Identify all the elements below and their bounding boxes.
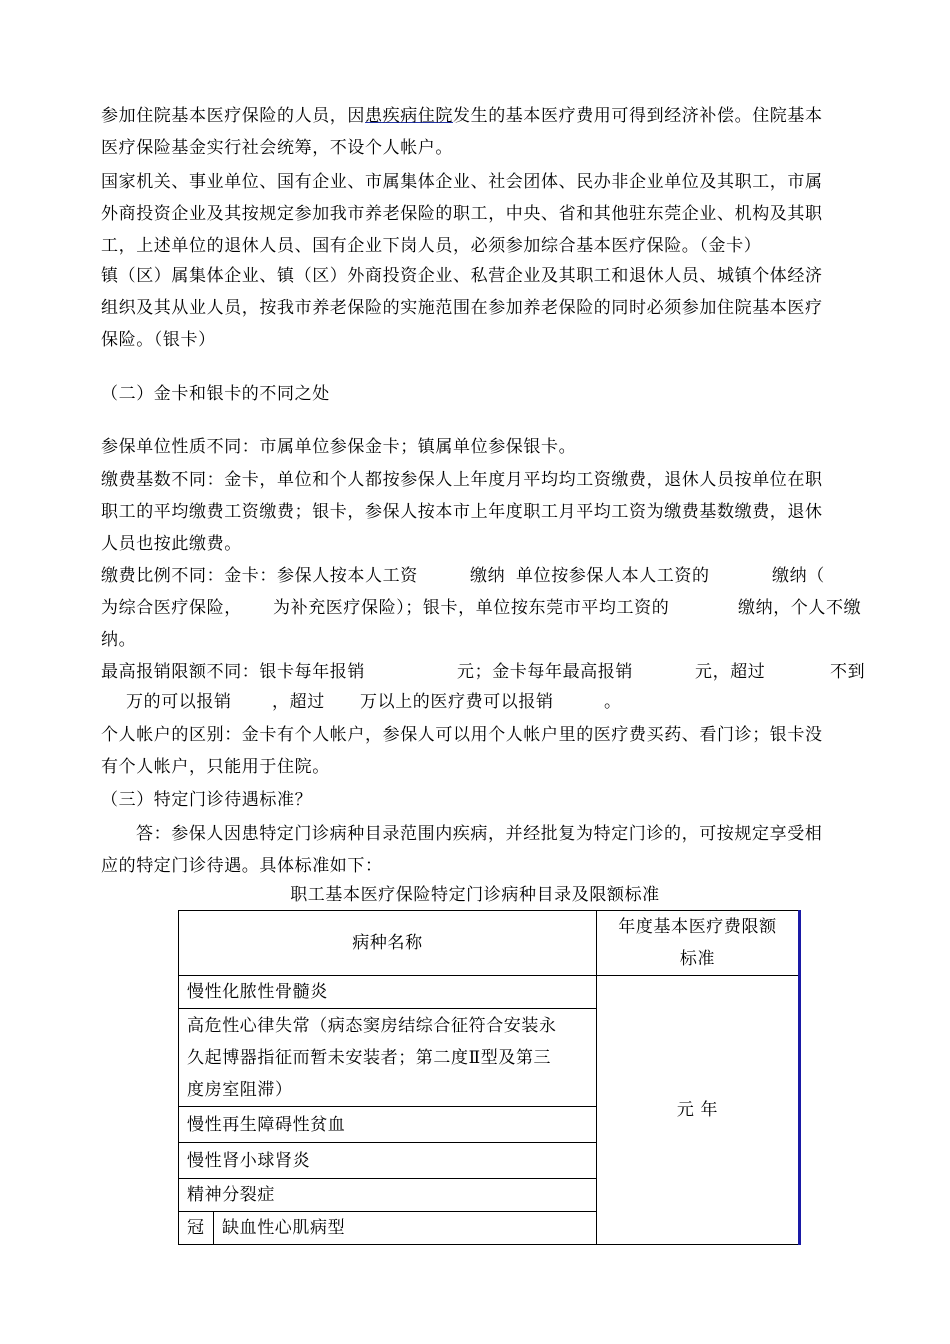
- disease-cell: 慢性肾小球肾炎: [179, 1143, 597, 1179]
- para3-line2: 组织及其从业人员，按我市养老保险的实施范围在参加养老保险的同时必须参加住院基本医疗: [101, 298, 823, 318]
- disease-limit-table: [178, 910, 801, 1245]
- diff3-line1-d: 缴纳（: [772, 566, 825, 586]
- limit-cell: 元 年: [597, 976, 800, 1245]
- diff3-line1-b: 缴纳: [470, 566, 506, 586]
- diff3-line2-a: 为综合医疗保险，: [101, 598, 242, 618]
- section3-title: （三）特定门诊待遇标准？: [101, 790, 313, 810]
- disease-cell: 慢性化脓性骨髓炎: [179, 976, 597, 1009]
- table-row: [179, 976, 800, 1009]
- cell-line: 久起博器指征而暂未安装者；第二度Ⅱ型及第三: [187, 1047, 552, 1068]
- hyperlink[interactable]: 患疾病住院: [365, 106, 453, 126]
- header-line: 标准: [679, 949, 716, 969]
- para1-line1: [101, 106, 823, 126]
- diff3-line1-c: 单位按参保人本人工资的: [516, 566, 710, 586]
- diff4-line1-a: 最高报销限额不同：银卡每年报销: [101, 662, 365, 682]
- table-header-row: [179, 911, 800, 976]
- diff5-line2: 有个人帐户，只能用于住院。: [101, 757, 330, 777]
- disease-cell: 慢性再生障碍性贫血: [179, 1107, 597, 1143]
- section2-title: （二）金卡和银卡的不同之处: [101, 384, 330, 404]
- diff4-line2-c: 万以上的医疗费可以报销: [360, 692, 554, 712]
- diff4-line2-a: 万的可以报销: [126, 692, 232, 712]
- para3-line3: 保险。（银卡）: [101, 330, 216, 350]
- diff4-line2-b: ，超过: [272, 692, 325, 712]
- diff4-line1-d: 不到: [830, 662, 866, 682]
- answer-line2: 应的特定门诊待遇。具体标准如下：: [101, 856, 383, 876]
- diff2-line1: 缴费基数不同：金卡，单位和个人都按参保人上年度月平均均工资缴费，退休人员按单位在职: [101, 470, 823, 490]
- diff1-line: 参保单位性质不同：市属单位参保金卡；镇属单位参保银卡。: [101, 437, 577, 457]
- para3-line1: 镇（区）属集体企业、镇（区）外商投资企业、私营企业及其职工和退休人员、城镇个体经济: [101, 266, 823, 286]
- answer-line1: 答：参保人因患特定门诊病种目录范围内疾病，并经批复为特定门诊的，可按规定享受相: [136, 824, 823, 844]
- diff5-line1: 个人帐户的区别：金卡有个人帐户，参保人可以用个人帐户里的医疗费买药、看门诊；银卡没: [101, 725, 823, 745]
- para2-line2: 外商投资企业及其按规定参加我市养老保险的职工，中央、省和其他驻东莞企业、机构及其职: [101, 204, 823, 224]
- para2-line3: 工，上述单位的退休人员、国有企业下岗人员，必须参加综合基本医疗保险。（金卡）: [101, 236, 762, 256]
- text: 参加住院基本医疗保险的人员，因: [101, 106, 365, 126]
- diff2-line2: 职工的平均缴费工资缴费；银卡，参保人按本市上年度职工月平均工资为缴费基数缴费，退休: [101, 502, 823, 522]
- diff3-line2-c: 缴纳，个人不缴: [738, 598, 862, 618]
- disease-cell: [179, 1009, 597, 1107]
- diff3-line3: 纳。: [101, 630, 137, 650]
- diff3-line2-b: 为补充医疗保险）；银卡，单位按东莞市平均工资的: [273, 598, 670, 618]
- column-header-limit: [597, 911, 800, 976]
- text: 发生的基本医疗费用可得到经济补偿。住院基本: [453, 106, 823, 126]
- diff4-line1-b: 元；金卡每年最高报销: [457, 662, 633, 682]
- cell-line: 度房室阻滞）: [187, 1079, 293, 1100]
- disease-cell: 精神分裂症: [179, 1179, 597, 1212]
- para1-line2: 医疗保险基金实行社会统筹，不设个人帐户。: [101, 138, 453, 158]
- disease-cell: 缺血性心肌病型: [214, 1212, 597, 1245]
- table-caption: 职工基本医疗保险特定门诊病种目录及限额标准: [290, 885, 660, 905]
- diff3-line1-a: 缴费比例不同：金卡：参保人按本人工资: [101, 566, 418, 586]
- disease-prefix-cell: 冠: [179, 1212, 214, 1245]
- para2-line1: 国家机关、事业单位、国有企业、市属集体企业、社会团体、民办非企业单位及其职工，市属: [101, 172, 823, 192]
- diff4-line1-c: 元，超过: [695, 662, 766, 682]
- diff2-line3: 人员也按此缴费。: [101, 534, 242, 554]
- column-header-disease: 病种名称: [179, 911, 597, 976]
- header-line: 年度基本医疗费限额: [618, 917, 777, 937]
- diff4-line2-d: 。: [604, 692, 622, 712]
- cell-line: 高危性心律失常（病态窦房结综合征符合安装永: [187, 1015, 557, 1036]
